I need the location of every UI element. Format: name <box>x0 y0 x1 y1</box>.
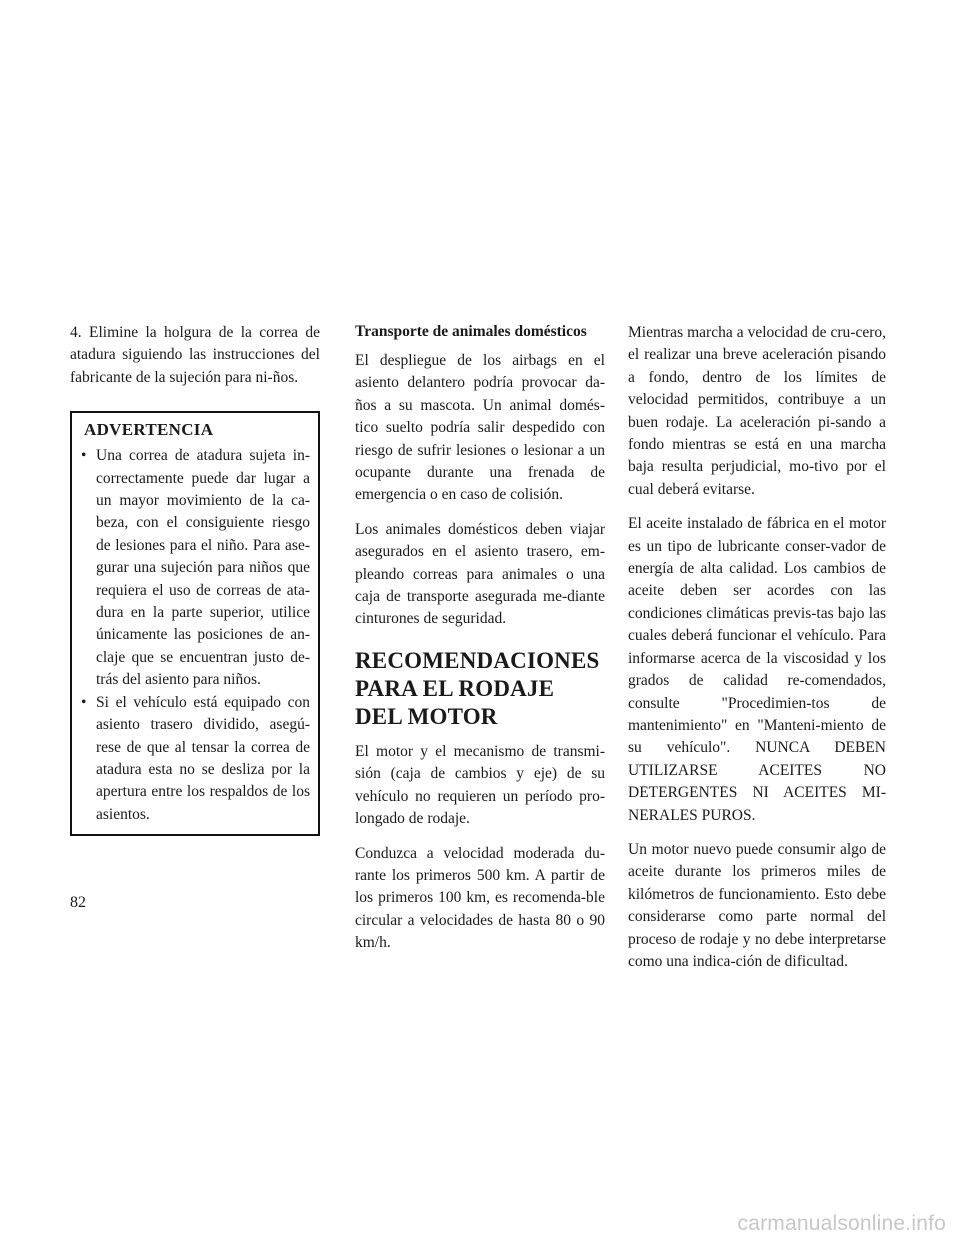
warning-item <box>80 692 310 826</box>
watermark: carmanualsonline.info <box>737 1212 946 1235</box>
step-4-paragraph <box>70 322 320 389</box>
bullet-icon: • <box>81 693 87 711</box>
middle-column <box>355 322 605 967</box>
paragraph: Conduzca a velocidad moderada du-rante los primeros 500 km. A partir de los primeros 100 km, es recomenda-ble circular a velocidades de hasta 80 o 90 km/h. <box>355 844 605 952</box>
warning-list <box>80 445 310 826</box>
section-heading: RECOMENDACIONES PARA EL RODAJE DEL MOTOR <box>355 647 600 729</box>
page-number: 82 <box>70 894 86 911</box>
step-number: 4. <box>70 324 82 341</box>
paragraph: El motor y el mecanismo de transmi-sión (caja de cambios y eje) de su vehículo no requieren un período pro-longado de rodaje. <box>355 742 605 828</box>
step-text: Elimine la holgura de la correa de atadura siguiendo las instrucciones del fabricante de la sujeción para ni-ños. <box>70 324 320 386</box>
paragraph: El aceite instalado de fábrica en el motor es un tipo de lubricante conser-vador de energía de alta calidad. Los cambios de aceite deben ser acordes con las condiciones climáticas previs-tas bajo las cuales deberá funcionar el vehículo. Para informarse acerca de la viscosidad y los grados de calidad re-comendados, consulte "Procedimien-tos de mantenimiento" en "Manteni-miento de su vehículo". NUNCA DEBEN UTILIZARSE ACEITES NO DETERGENTES NI ACEITES MI-NERALES PUROS. <box>628 515 886 824</box>
warning-item-text: Una correa de atadura sujeta in-correctamente puede dar lugar a un mayor movimiento de la ca-beza, con el consiguiente riesgo de lesiones para el niño. Para ase-gurar una sujeción para niños que requiera el uso de correas de ata-dura en la parte superior, utilice únicamente las posiciones de an-claje que se encuentran justo de-trás del asiento para niños. <box>96 447 310 689</box>
warning-item <box>80 445 310 691</box>
warning-item-text: Si el vehículo está equipado con asiento trasero dividido, asegú-rese de que al tensar la correa de atadura esta no se desliza por la apertura entre los respaldos de los asientos. <box>96 693 310 823</box>
paragraph: El despliegue de los airbags en el asiento delantero podría provocar da-ños a su mascota. Un animal domés-tico suelto podría salir despedido con riesgo de sufrir lesiones o lesionar a un ocupante durante una frenada de emergencia o en caso de colisión. <box>355 352 605 504</box>
paragraph: Mientras marcha a velocidad de cru-cero, el realizar una breve aceleración pisando a fondo, dentro de los límites de velocidad permitidos, contribuye a un buen rodaje. La aceleración pi-sando a fondo mientras se está en una marcha baja resulta perjudicial, mo-tivo por el cual deberá evitarse. <box>628 324 886 498</box>
warning-title: ADVERTENCIA <box>84 420 214 440</box>
left-column <box>70 322 320 836</box>
right-column <box>628 322 886 985</box>
bullet-icon: • <box>81 447 87 465</box>
warning-box <box>70 411 320 836</box>
paragraph: Un motor nuevo puede consumir algo de aceite durante los primeros miles de kilómetros de funcionamiento. Esto debe considerarse como parte normal del proceso de rodaje y no debe interpretarse como una indica-ción de dificultad. <box>628 840 886 970</box>
paragraph: Los animales domésticos deben viajar asegurados en el asiento trasero, em-pleando correas para animales o una caja de transporte asegurada me-diante cinturones de seguridad. <box>355 520 605 628</box>
pets-subheading: Transporte de animales domésticos <box>355 323 587 340</box>
